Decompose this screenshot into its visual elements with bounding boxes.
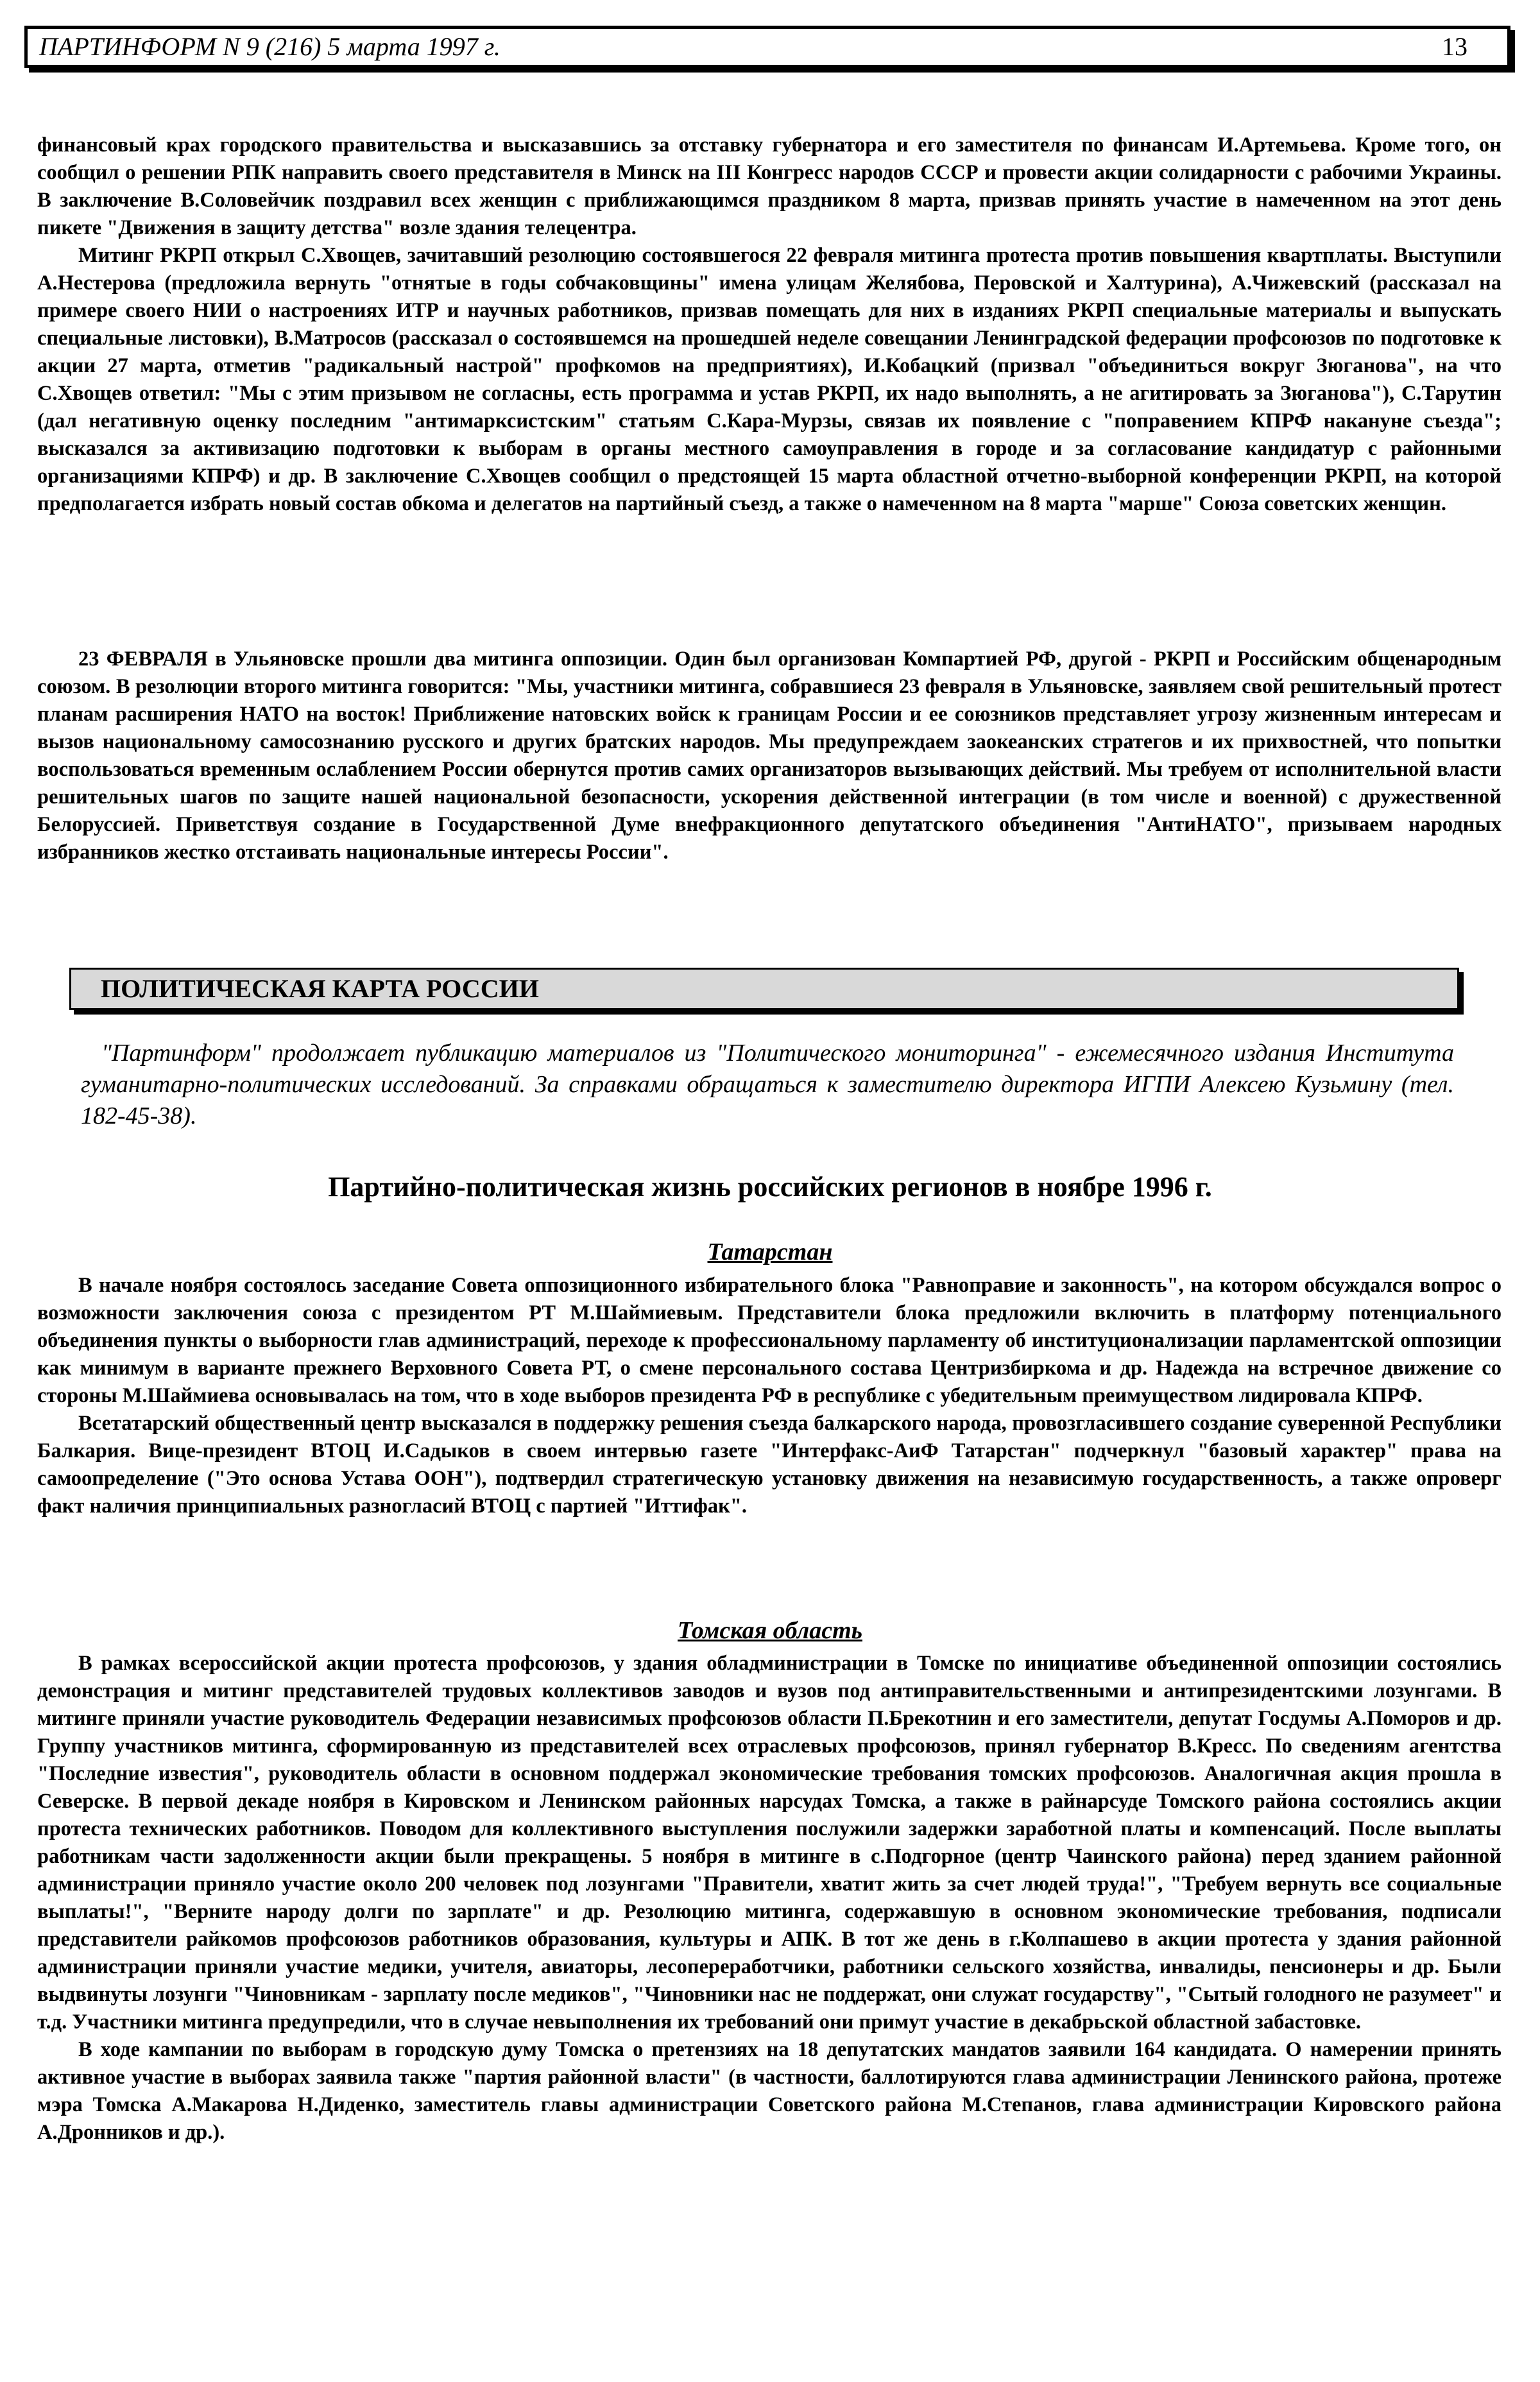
paragraph-tatarstan-2: Всетатарский общественный центр высказался в поддержку решения съезда балкарского народа, провозгласившего создание суверенной Республики Балкария. Вице-президент ВТОЦ И.Садыков в своем интервью газете "Интерфакс-АиФ Татарстан" подчеркнул "базовый характер" права на самоопределение ("Это основа Устава ООН"), подтвердил стратегическую установку движения на независимую государственность, а также опроверг факт наличия принципиальных разногласий ВТОЦ с партией "Иттифак".: [37, 1412, 1502, 1518]
section-title: ПОЛИТИЧЕСКАЯ КАРТА РОССИИ: [101, 974, 539, 1003]
section-intro: "Партинформ" продолжает публикацию материалов из "Политического мониторинга" - ежемесячного издания Института гуманитарно-политических исследований. За справками обращаться к заместителю директора ИГПИ Алексею Кузьмину (тел. 182-45-38).: [81, 1040, 1454, 1129]
paragraph-continuation: финансовый крах городского правительства и высказавшись за отставку губернатора и его заместителя по финансам И.Артемьева. Кроме того, он сообщил о решении РПК направить своего представителя в Минск на III Конгресс народов СССР и провести акции солидарности с рабочими Украины. В заключение В.Соловейчик поздравил всех женщин с приближающимся праздником 8 марта, призвав принять участие в намеченном на этот день пикете "Движения в защиту детства" возле здания телецентра.: [37, 133, 1502, 239]
paragraph-tatarstan-1: В начале ноября состоялось заседание Совета оппозиционного избирательного блока "Равноправие и законность", на котором обсуждался вопрос о возможности заключения союза с президентом РТ М.Шаймиевым. Представители блока предложили включить в платформу потенциального объединения пункты о выборности глав администраций, переходе к профессиональному парламенту об институционализации парламентской оппозиции как минимум в варианте прежнего Верховного Совета РТ, о смене персонального состава Центризбиркома и др. Надежда на встречное движение со стороны М.Шаймиева основывалась на том, что в ходе выборов президента РФ в республике с убедительным преимуществом лидировала КПРФ.: [37, 1274, 1502, 1407]
page-header: [24, 26, 1510, 68]
text-block-2: [37, 646, 1502, 866]
publication-title: ПАРТИНФОРМ N 9 (216) 5 марта 1997 г.: [39, 32, 501, 61]
paragraph-ulyanovsk: 23 ФЕВРАЛЯ в Ульяновске прошли два митинга оппозиции. Один был организован Компартией РФ, другой - РКРП и Российским общенародным союзом. В резолюции второго митинга говорится: "Мы, участники митинга, собравшиеся 23 февраля в Ульяновске, заявляем свой решительный протест планам расширения НАТО на восток! Приближение натовских войск к границам России и ее союзников представляет угрозу жизненным интересам и вызов национальному самосознанию русского и других братских народов. Мы предупреждаем заокеанских стратегов и их прихвостней, что попытки воспользоваться временным ослаблением России обернутся против самих организаторов вызывающих действий. Мы требуем от исполнительной власти решительных шагов по защите нашей национальной безопасности, ускорения действенной интеграции (в том числе и военной) с дружественной Белоруссией. Приветствуя создание в Государственной Думе внефракционного депутатского объединения "АнтиНАТО", призываем народных избранников жестко отстаивать национальные интересы России".: [37, 647, 1502, 864]
text-block-1: [37, 132, 1502, 518]
text-block-tatarstan: [37, 1272, 1502, 1520]
paragraph-tomsk-2: В ходе кампании по выборам в городскую думу Томска о претензиях на 18 депутатских мандатов заявили 164 кандидата. О намерении принять активное участие в выборах заявила также "партия районной власти" (в частности, баллотируются глава администрации Ленинского района, протеже мэра Томска А.Макарова Н.Диденко, заместитель главы администрации Советского района М.Степанов, глава администрации Кировского района А.Дронников и др.).: [37, 2038, 1502, 2144]
text-block-tomsk: [37, 1650, 1502, 2146]
page-number: 13: [1442, 32, 1467, 61]
article-title: Партийно-политическая жизнь российских регионов в ноябре 1996 г.: [328, 1171, 1212, 1203]
section-heading-bar: [69, 968, 1459, 1010]
paragraph-tomsk-1: В рамках всероссийской акции протеста профсоюзов, у здания обладминистрации в Томске по инициативе объединенной оппозиции состоялись демонстрация и митинг представителей трудовых коллективов заводов и вузов под антиправительственными и антипрезидентскими лозунгами. В митинге приняли участие руководитель Федерации независимых профсоюзов области П.Брекотнин и его заместители, депутат Госдумы А.Поморов и др. Группу участников митинга, сформированную из представителей всех отраслевых профсоюзов, принял губернатор В.Кресс. По сведениям агентства "Последние известия", руководитель области в основном поддержал экономические требования томских профсоюзов. Аналогичная акция прошла в Северске. В первой декаде ноября в Кировском и Ленинском районных нарсудах Томска, а также в райнарсуде Томского района состоялись акции протеста технических работников. Поводом для коллективного выступления послужили задержки заработной платы и компенсаций. После выплаты работникам части задолженности акции были прекращены. 5 ноября в митинге в с.Подгорное (центр Чаинского района) перед зданием районной администрации приняло участие около 200 человек под лозунгами "Правители, хватит жить за счет людей труда!", "Требуем вернуть все социальные выплаты!", "Верните народу долги по зарплате" и др. Резолюцию митинга, содержавшую в основном экономические требования, подписали представители райкомов профсоюзов работников образования, культуры и АПК. В тот же день в г.Колпашево в акции протеста у здания районной администрации приняли участие медики, учителя, авиаторы, лесопереработчики, работники сельского хозяйства, инвалиды, пенсионеры и др. Были выдвинуты лозунги "Чиновникам - зарплату после медиков", "Чиновники нас не поддержат, они служат государству", "Сытый голодного не разумеет" и т.д. Участники митинга предупредили, что в случае невыполнения их требований они примут участие в декабрьской областной забастовке.: [37, 1652, 1502, 2034]
region-heading-tomsk: Томская область: [678, 1617, 862, 1644]
paragraph-rkrp-meeting: Митинг РКРП открыл С.Хвощев, зачитавший резолюцию состоявшегося 22 февраля митинга протеста против повышения квартплаты. Выступили А.Нестерова (предложила вернуть "отнятые в годы собчаковщины" имена улицам Желябова, Перовской и Халтурина), А.Чижевский (рассказал на примере своего НИИ о настроениях ИТР и научных работников, призвав помещать для них в изданиях РКРП специальные материалы и выпускать специальные листовки), В.Матросов (рассказал о состоявшемся на прошедшей неделе совещании Ленинградской федерации профсоюзов по подготовке к акции 27 марта, отметив "радикальный настрой" профкомов на предприятиях), И.Кобацкий (призвал "объединиться вокруг Зюганова", на что С.Хвощев ответил: "Мы с этим призывом не согласны, есть программа и устав РКРП, их надо выполнять, а не агитировать за Зюганова"), С.Тарутин (дал негативную оценку последним "антимарксистским" статьям С.Кара-Мурзы, связав их появление с "поправением КПРФ накануне съезда"; высказался за активизацию подготовки к выборам в органы местного самоуправления в городе и за согласование кандидатур с районными организациями КПРФ) и др. В заключение С.Хвощев сообщил о предстоящей 15 марта областной отчетно-выборной конференции РКРП, на которой предполагается избрать новый состав обкома и делегатов на партийный съезд, а также о намеченном на 8 марта "марше" Союза советских женщин.: [37, 244, 1502, 515]
region-heading-tatarstan: Татарстан: [707, 1238, 833, 1265]
